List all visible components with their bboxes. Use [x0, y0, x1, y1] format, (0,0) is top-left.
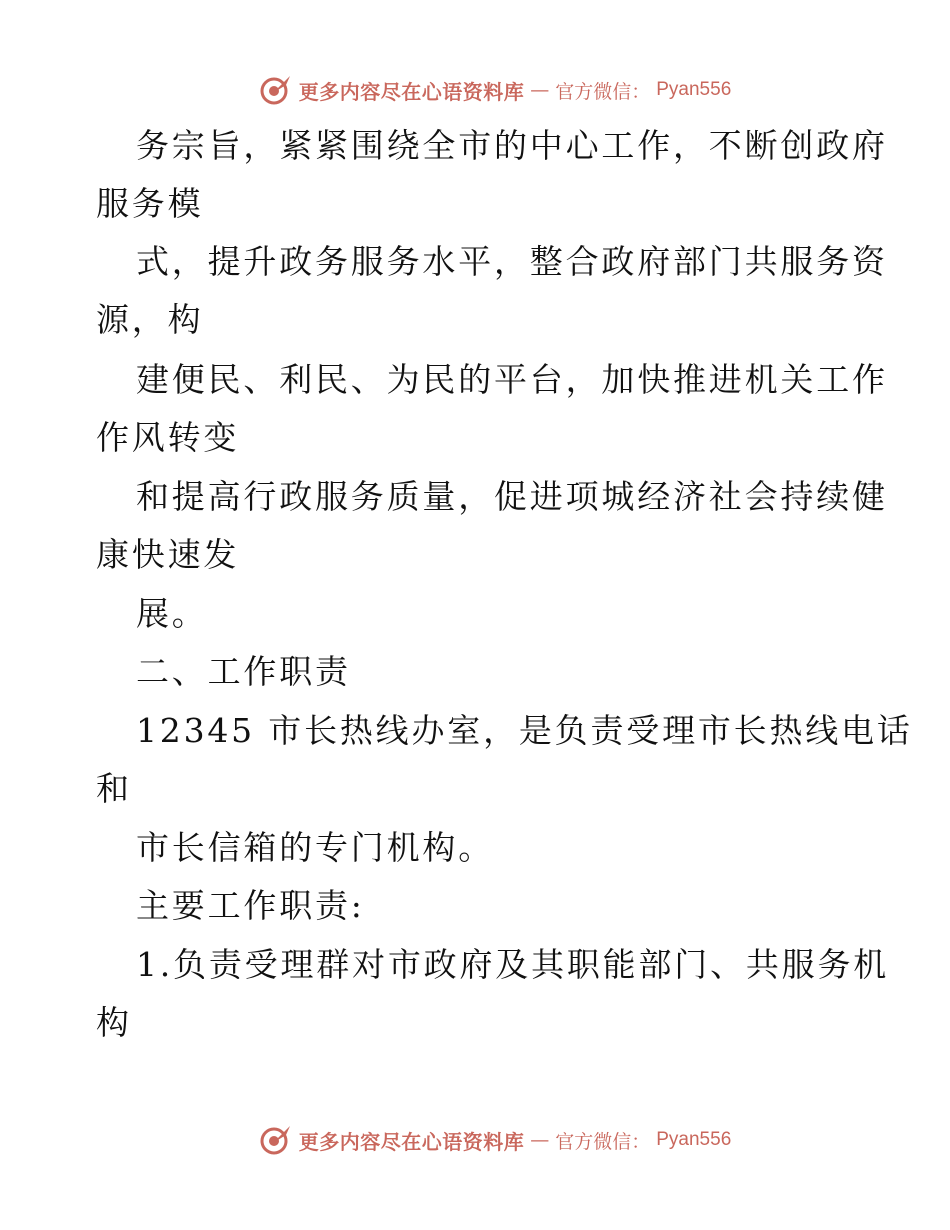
watermark-group [259, 73, 732, 107]
text-line: 和 [96, 769, 132, 808]
watermark-dash: — [530, 79, 550, 101]
text-line: 市长信箱的专门机构。 [136, 828, 494, 867]
watermark-wechat-label: 官方微信： [555, 1130, 651, 1153]
section-heading: 二、工作职责 [136, 652, 351, 691]
quill-logo-icon [259, 73, 293, 107]
watermark-dash: — [530, 1129, 550, 1151]
text-line: 构 [96, 1003, 132, 1042]
list-item: 1.负责受理群对市政府及其职能部门、共服务机 [136, 945, 890, 984]
text-line: 展。 [136, 594, 208, 633]
text-line: 主要工作职责: [136, 886, 365, 925]
text-line: 和提高行政服务质量，促进项城经济社会持续健 [136, 477, 888, 516]
text-line: 源，构 [96, 300, 204, 339]
watermark-wechat-id: Pyan556 [656, 1129, 732, 1150]
watermark-title: 更多内容尽在心语资料库 [298, 1129, 525, 1154]
text-line: 作风转变 [96, 418, 240, 457]
text-line: 康快速发 [96, 535, 240, 574]
header-watermark [0, 70, 950, 110]
text-line: 服务模 [96, 184, 204, 223]
quill-logo-icon [259, 1123, 293, 1157]
watermark-title: 更多内容尽在心语资料库 [298, 79, 525, 104]
text-line: 式，提升政务服务水平，整合政府部门共服务资 [136, 242, 888, 281]
text-line: 12345 市长热线办室，是负责受理市长热线电话 [136, 711, 913, 750]
watermark-wechat-id: Pyan556 [656, 79, 732, 100]
footer-watermark [0, 1120, 950, 1160]
text-line: 务宗旨，紧紧围绕全市的中心工作，不断创政府 [136, 126, 888, 165]
watermark-wechat-label: 官方微信： [555, 80, 651, 103]
text-line: 建便民、利民、为民的平台，加快推进机关工作 [136, 360, 888, 399]
watermark-group [259, 1123, 732, 1157]
